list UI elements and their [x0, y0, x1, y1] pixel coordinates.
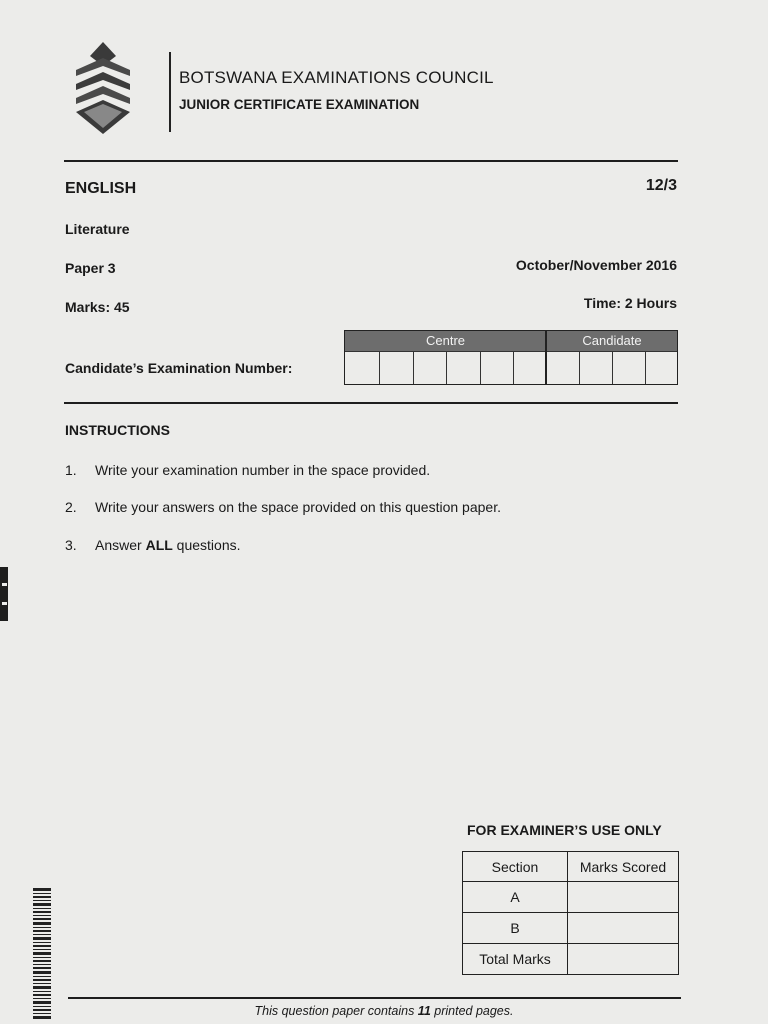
- grid-cell-divider: [413, 351, 414, 384]
- section-column-header: Section: [463, 852, 568, 882]
- centre-header: Centre: [345, 331, 546, 351]
- examiner-use-title: FOR EXAMINER’S USE ONLY: [467, 822, 662, 838]
- middle-rule: [64, 402, 678, 404]
- top-rule: [64, 160, 678, 162]
- side-tab-marker: [0, 567, 8, 621]
- barcode-icon: [33, 888, 51, 1022]
- instruction-text-before: Answer: [95, 537, 146, 553]
- bec-logo-icon: [72, 40, 134, 136]
- marks-cell: [568, 913, 679, 944]
- marks-column-header: Marks Scored: [568, 852, 679, 882]
- marks-cell: [568, 944, 679, 975]
- table-row: [463, 944, 679, 975]
- paper-code: 12/3: [645, 177, 677, 194]
- marks-cell: [568, 882, 679, 913]
- council-name: BOTSWANA EXAMINATIONS COUNCIL: [179, 68, 494, 87]
- instruction-item: [65, 462, 430, 478]
- instruction-number: 2.: [65, 499, 77, 515]
- instruction-item: [65, 499, 501, 515]
- page-count-footer: [0, 1004, 768, 1018]
- time-label: Time: 2 Hours: [583, 295, 677, 311]
- section-a-cell: A: [463, 882, 568, 913]
- footer-page-count: 11: [417, 1004, 431, 1018]
- bottom-rule: [68, 997, 681, 999]
- section-b-cell: B: [463, 913, 568, 944]
- instruction-item: [65, 537, 241, 553]
- footer-text-after: printed pages.: [430, 1004, 514, 1018]
- instruction-number: 1.: [65, 462, 77, 478]
- table-row: [463, 913, 679, 944]
- examination-name: JUNIOR CERTIFICATE EXAMINATION: [179, 97, 420, 112]
- exam-number-grid: [344, 330, 678, 385]
- grid-header-line: [345, 351, 677, 352]
- grid-cell-divider: [612, 351, 613, 384]
- subject-title: ENGLISH: [65, 180, 137, 197]
- grid-cell-divider: [645, 351, 646, 384]
- exam-number-label: Candidate’s Examination Number:: [65, 360, 293, 376]
- instruction-number: 3.: [65, 537, 77, 553]
- grid-cell-divider: [480, 351, 481, 384]
- grid-cell-divider: [379, 351, 380, 384]
- instruction-emphasis: ALL: [145, 537, 173, 553]
- instruction-text-after: questions.: [172, 537, 241, 553]
- paper-label: Paper 3: [65, 260, 116, 276]
- grid-cell-divider: [446, 351, 447, 384]
- grid-cell-divider: [579, 351, 580, 384]
- header-divider: [169, 52, 171, 132]
- grid-cell-divider: [513, 351, 514, 384]
- table-row: [463, 882, 679, 913]
- candidate-header: Candidate: [547, 331, 677, 351]
- session-label: October/November 2016: [515, 257, 677, 273]
- component-label: Literature: [65, 221, 130, 237]
- total-marks-cell: Total Marks: [463, 944, 568, 975]
- marks-label: Marks: 45: [65, 299, 130, 315]
- centre-candidate-divider: [545, 331, 547, 384]
- instruction-text: Write your answers on the space provided on this question paper.: [95, 499, 501, 515]
- examiner-marks-table: [462, 851, 679, 975]
- footer-text-before: This question paper contains: [254, 1004, 418, 1018]
- instructions-title: INSTRUCTIONS: [65, 422, 170, 438]
- instruction-text: Write your examination number in the space provided.: [95, 462, 431, 478]
